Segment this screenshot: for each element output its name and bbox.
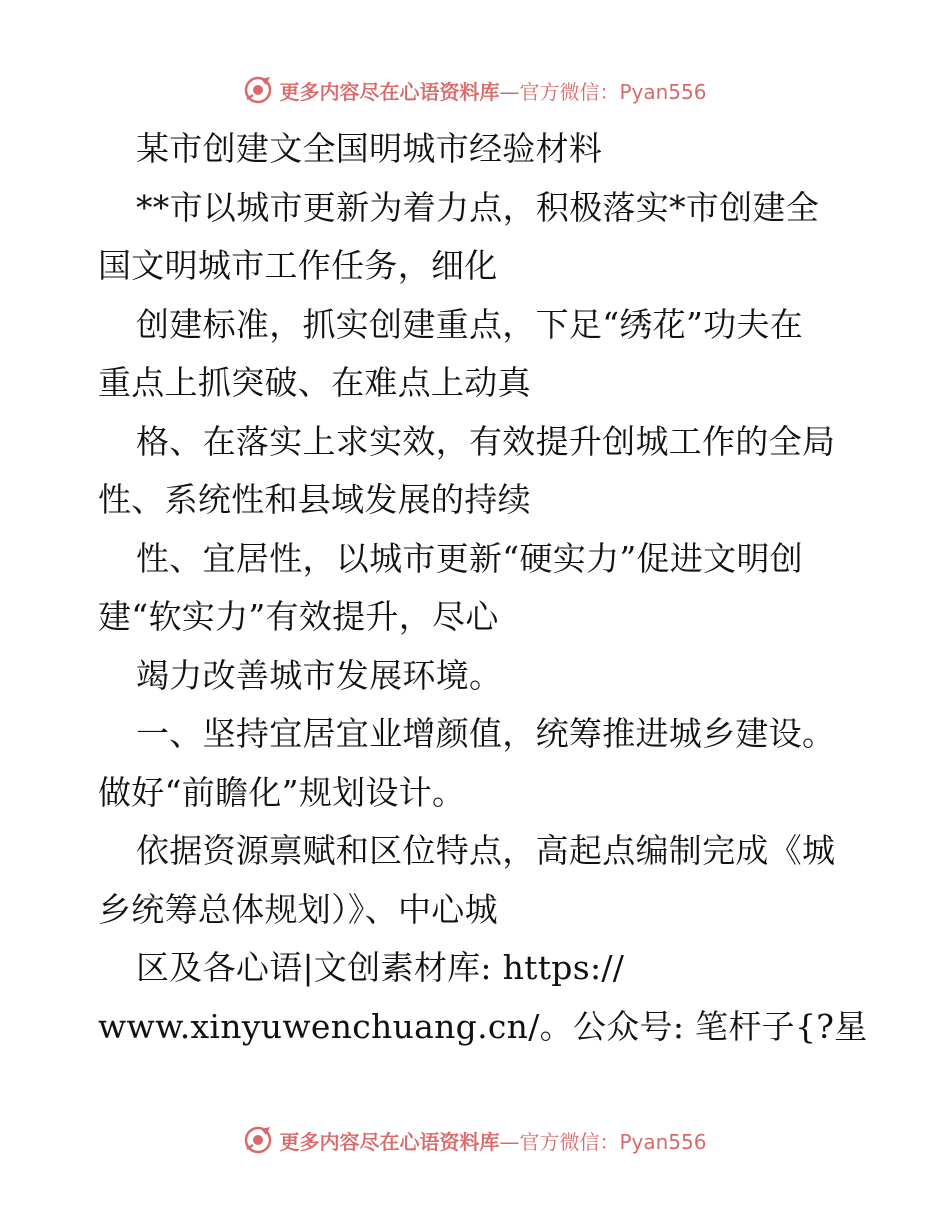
doc-line: 创建标准，抓实创建重点，下足“绣花”功夫在 [136, 304, 804, 344]
banner-title: 更多内容尽在心语资料库 [279, 79, 500, 104]
doc-line: 区及各心语|文创素材库: https:// [136, 948, 625, 987]
doc-line: 乡统筹总体规划）》、中心城 [98, 889, 498, 929]
pen-logo-icon [243, 75, 273, 105]
doc-line: **市以城市更新为着力点，积极落实*市创建全 [136, 187, 820, 227]
doc-line-url: www.xinyuwenchuang.cn/。公众号: 笔杆子{?星 [98, 1006, 868, 1046]
section-heading: 一、坚持宜居宜业增颜值，统筹推进城乡建设。 [136, 714, 836, 753]
doc-line: 性、系统性和县域发展的持续 [98, 480, 531, 519]
doc-line: 国文明城市工作任务，细化 [98, 246, 498, 285]
document-body [98, 120, 868, 1056]
header-banner [0, 70, 950, 110]
pen-logo-icon [243, 1125, 273, 1155]
doc-line: 建“软实力”有效提升，尽心 [98, 597, 499, 636]
banner-title: 更多内容尽在心语资料库 [279, 1129, 500, 1154]
banner-wechat: —官方微信：Pyan556 [499, 79, 707, 104]
footer-banner [0, 1120, 950, 1160]
doc-line: 性、宜居性，以城市更新“硬实力”促进文明创 [136, 538, 804, 578]
doc-line: 重点上抓突破、在难点上动真 [98, 363, 531, 402]
doc-title: 某市创建文全国明城市经验材料 [136, 129, 603, 168]
doc-line: 做好“前瞻化”规划设计。 [98, 772, 466, 812]
banner-wechat: —官方微信：Pyan556 [499, 1129, 707, 1154]
doc-line: 依据资源禀赋和区位特点，高起点编制完成《城 [136, 831, 836, 870]
doc-line: 格、在落实上求实效，有效提升创城工作的全局 [136, 421, 836, 461]
doc-line: 竭力改善城市发展环境。 [136, 655, 503, 695]
